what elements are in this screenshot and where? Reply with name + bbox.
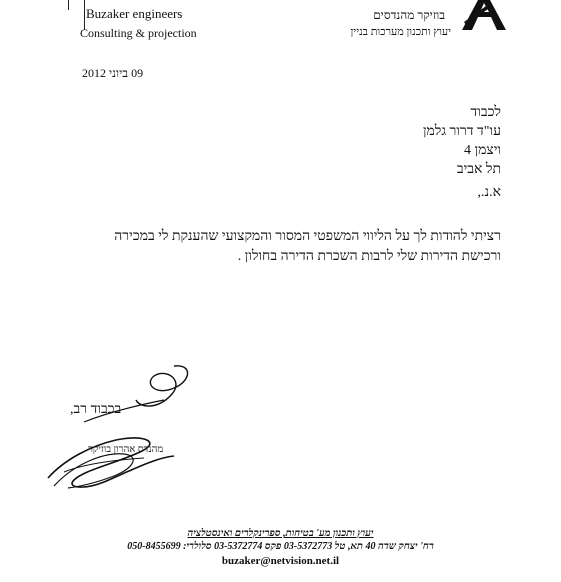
header-frame-line bbox=[68, 0, 69, 10]
signer-name: מהנדס אהרון בוזיקר bbox=[88, 444, 164, 455]
company-logo bbox=[456, 0, 512, 30]
company-tagline-he: יעוץ ותכנון מערכות בניין bbox=[350, 26, 451, 38]
footer-services: יעוץ ותכנון מע' בטיחות, ספרינקלרים ואינסטלציה bbox=[187, 528, 374, 539]
letter-date: 09 ביוני 2012 bbox=[82, 66, 144, 80]
recipient-salutation: לכבוד bbox=[470, 105, 501, 120]
footer-email: buzaker@netvision.net.il bbox=[221, 555, 340, 567]
recipient-street: ויצמן 4 bbox=[464, 143, 501, 158]
greeting: א.נ., bbox=[477, 185, 501, 200]
recipient-city: תל אביב bbox=[456, 162, 501, 177]
body-line-2: ורכישת הדירות שלי לרבות השכרת הדירה בחולון . bbox=[237, 249, 501, 264]
handwritten-signature bbox=[44, 360, 204, 500]
company-name-he: בוזיקר מהנדסים bbox=[373, 8, 445, 22]
closing: בכבוד רב, bbox=[70, 402, 122, 417]
company-tagline-en: Consulting & projection bbox=[80, 26, 197, 40]
body-line-1: רציתי להודות לך על הליווי המשפטי המסור והמקצועי שהענקת לי במכירה bbox=[114, 229, 501, 244]
company-name-en: Buzaker engineers bbox=[86, 6, 183, 21]
footer-contact: רח' יצחק שדה 40 תא, טל 03-5372773 פקס 03-5372774 סלולרי: 050-8455699 bbox=[127, 541, 434, 552]
recipient-name: עו"ד דרור גלמן bbox=[422, 124, 501, 139]
